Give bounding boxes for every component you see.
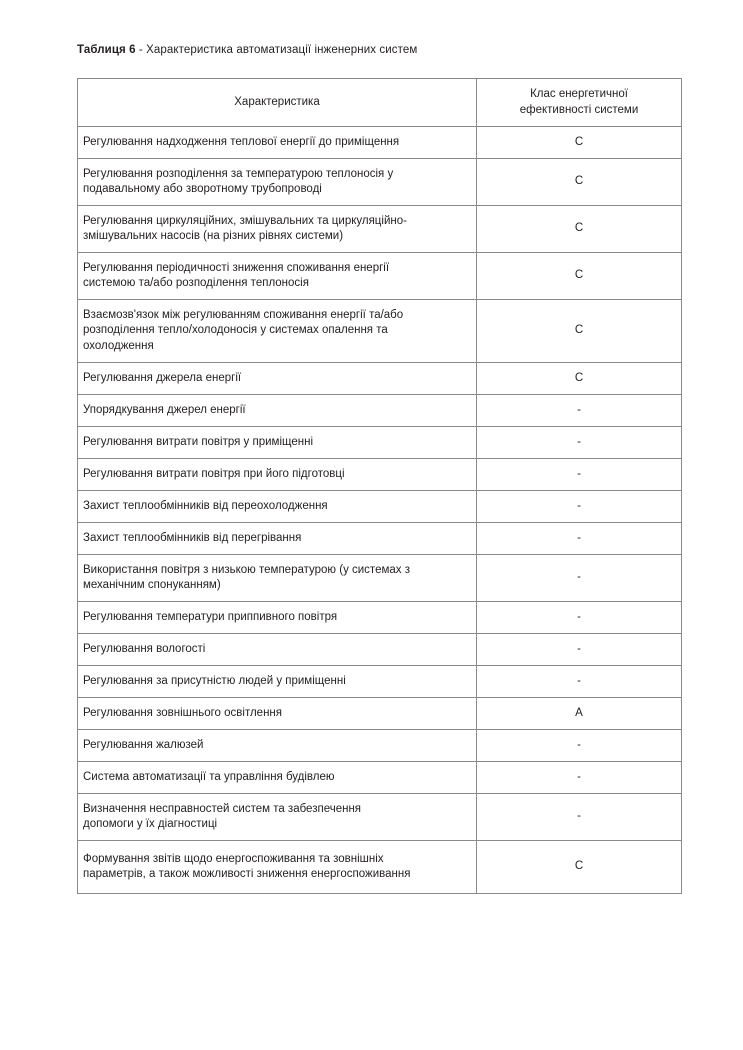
cell-characteristic-line: Визначення несправностей систем та забезпечення — [83, 802, 362, 815]
cell-energy-class: - — [477, 427, 682, 459]
cell-energy-class: C — [477, 363, 682, 395]
table-row — [78, 794, 682, 841]
cell-characteristic — [78, 794, 477, 841]
cell-characteristic-line: Взаємозв'язок між регулюванням споживання енергії та/або — [83, 308, 404, 321]
cell-characteristic-line: Регулювання розподілення за температурою теплоносія у — [83, 167, 394, 180]
cell-characteristic — [78, 206, 477, 253]
table-caption-text: Характеристика автоматизації інженерних систем — [146, 44, 418, 56]
table-row — [78, 666, 682, 698]
column-header-energy-class-line2: ефективності системи — [519, 103, 639, 116]
table-row — [78, 841, 682, 894]
characteristics-table — [77, 78, 682, 894]
table-row — [78, 159, 682, 206]
table-caption — [77, 43, 417, 57]
table-row — [78, 459, 682, 491]
cell-characteristic — [78, 523, 477, 555]
cell-energy-class: - — [477, 395, 682, 427]
table-row — [78, 395, 682, 427]
table-row — [78, 730, 682, 762]
cell-energy-class: - — [477, 602, 682, 634]
column-header-characteristic-label: Характеристика — [234, 95, 320, 108]
cell-characteristic — [78, 730, 477, 762]
cell-characteristic-line: Захист теплообмінників від перегрівання — [83, 531, 302, 544]
table-row — [78, 698, 682, 730]
cell-characteristic-line: охолодження — [83, 339, 154, 352]
cell-energy-class: - — [477, 523, 682, 555]
column-header-characteristic — [78, 79, 477, 127]
cell-characteristic-line: розподілення тепло/холодоносія у системах опалення та — [83, 324, 388, 337]
cell-characteristic — [78, 491, 477, 523]
table-row — [78, 491, 682, 523]
table-row — [78, 634, 682, 666]
cell-energy-class: C — [477, 127, 682, 159]
cell-characteristic — [78, 395, 477, 427]
cell-characteristic-line: Регулювання за присутністю людей у приміщенні — [83, 674, 346, 687]
cell-characteristic — [78, 666, 477, 698]
column-header-energy-class-line1: Клас енергетичної — [530, 88, 628, 100]
cell-characteristic-line: змішувальних насосів (на різних рівнях системи) — [83, 230, 344, 242]
cell-characteristic-line: допомоги у їх діагностиці — [83, 818, 218, 830]
table-header-row — [78, 79, 682, 127]
cell-energy-class: - — [477, 666, 682, 698]
cell-characteristic — [78, 363, 477, 395]
cell-characteristic-line: системою та/або розподілення теплоносія — [83, 277, 309, 289]
cell-characteristic-line: подавальному або зворотному трубопроводі — [83, 183, 322, 195]
column-header-energy-class — [477, 79, 682, 127]
cell-characteristic-line: Регулювання циркуляційних, змішувальних та циркуляційно- — [83, 214, 407, 227]
cell-characteristic-line: Регулювання витрати повітря у приміщенні — [83, 435, 313, 448]
cell-characteristic — [78, 459, 477, 491]
cell-characteristic — [78, 634, 477, 666]
cell-energy-class: C — [477, 841, 682, 894]
table-row — [78, 523, 682, 555]
cell-characteristic — [78, 698, 477, 730]
cell-energy-class: - — [477, 459, 682, 491]
table-row — [78, 555, 682, 602]
cell-characteristic-line: Регулювання надходження теплової енергії до приміщення — [83, 135, 400, 148]
cell-characteristic-line: параметрів, а також можливості зниження енергоспоживання — [83, 868, 411, 880]
cell-energy-class: - — [477, 794, 682, 841]
table-row — [78, 762, 682, 794]
cell-energy-class: C — [477, 206, 682, 253]
cell-characteristic-line: Регулювання жалюзей — [83, 738, 204, 751]
table-row — [78, 602, 682, 634]
table-row — [78, 427, 682, 459]
cell-characteristic — [78, 762, 477, 794]
cell-energy-class: C — [477, 159, 682, 206]
cell-energy-class: - — [477, 762, 682, 794]
cell-characteristic — [78, 427, 477, 459]
cell-characteristic — [78, 841, 477, 894]
table-row — [78, 206, 682, 253]
cell-characteristic-line: Регулювання температури приппивного повітря — [83, 610, 338, 623]
table-body — [78, 127, 682, 894]
cell-energy-class: C — [477, 300, 682, 363]
table-row — [78, 300, 682, 363]
table-header — [78, 79, 682, 127]
cell-characteristic — [78, 300, 477, 363]
cell-characteristic-line: Формування звітів щодо енергоспоживання та зовнішніх — [83, 852, 384, 865]
table-row — [78, 363, 682, 395]
cell-characteristic — [78, 555, 477, 602]
cell-energy-class: A — [477, 698, 682, 730]
cell-characteristic — [78, 253, 477, 300]
cell-characteristic — [78, 159, 477, 206]
cell-characteristic-line: механічним спонуканням) — [83, 579, 221, 591]
cell-characteristic-line: Регулювання періодичності зниження споживання енергії — [83, 261, 390, 274]
cell-energy-class: - — [477, 730, 682, 762]
table-caption-label: Таблиця 6 — [77, 44, 136, 56]
cell-characteristic-line: Регулювання джерела енергії — [83, 371, 242, 384]
cell-energy-class: - — [477, 555, 682, 602]
cell-characteristic — [78, 602, 477, 634]
cell-characteristic-line: Регулювання зовнішнього освітлення — [83, 706, 282, 719]
cell-characteristic-line: Упорядкування джерел енергії — [83, 403, 246, 416]
cell-energy-class: - — [477, 634, 682, 666]
cell-characteristic-line: Регулювання витрати повітря при його підготовці — [83, 467, 345, 480]
cell-characteristic-line: Регулювання вологості — [83, 642, 206, 655]
cell-characteristic-line: Використання повітря з низькою температурою (у системах з — [83, 563, 410, 576]
cell-characteristic-line: Захист теплообмінників від переохолодження — [83, 499, 328, 512]
table-caption-dash: - — [135, 44, 147, 56]
cell-energy-class: - — [477, 491, 682, 523]
table-row — [78, 127, 682, 159]
table-row — [78, 253, 682, 300]
cell-characteristic — [78, 127, 477, 159]
cell-energy-class: C — [477, 253, 682, 300]
cell-characteristic-line: Система автоматизації та управління будівлею — [83, 770, 335, 783]
